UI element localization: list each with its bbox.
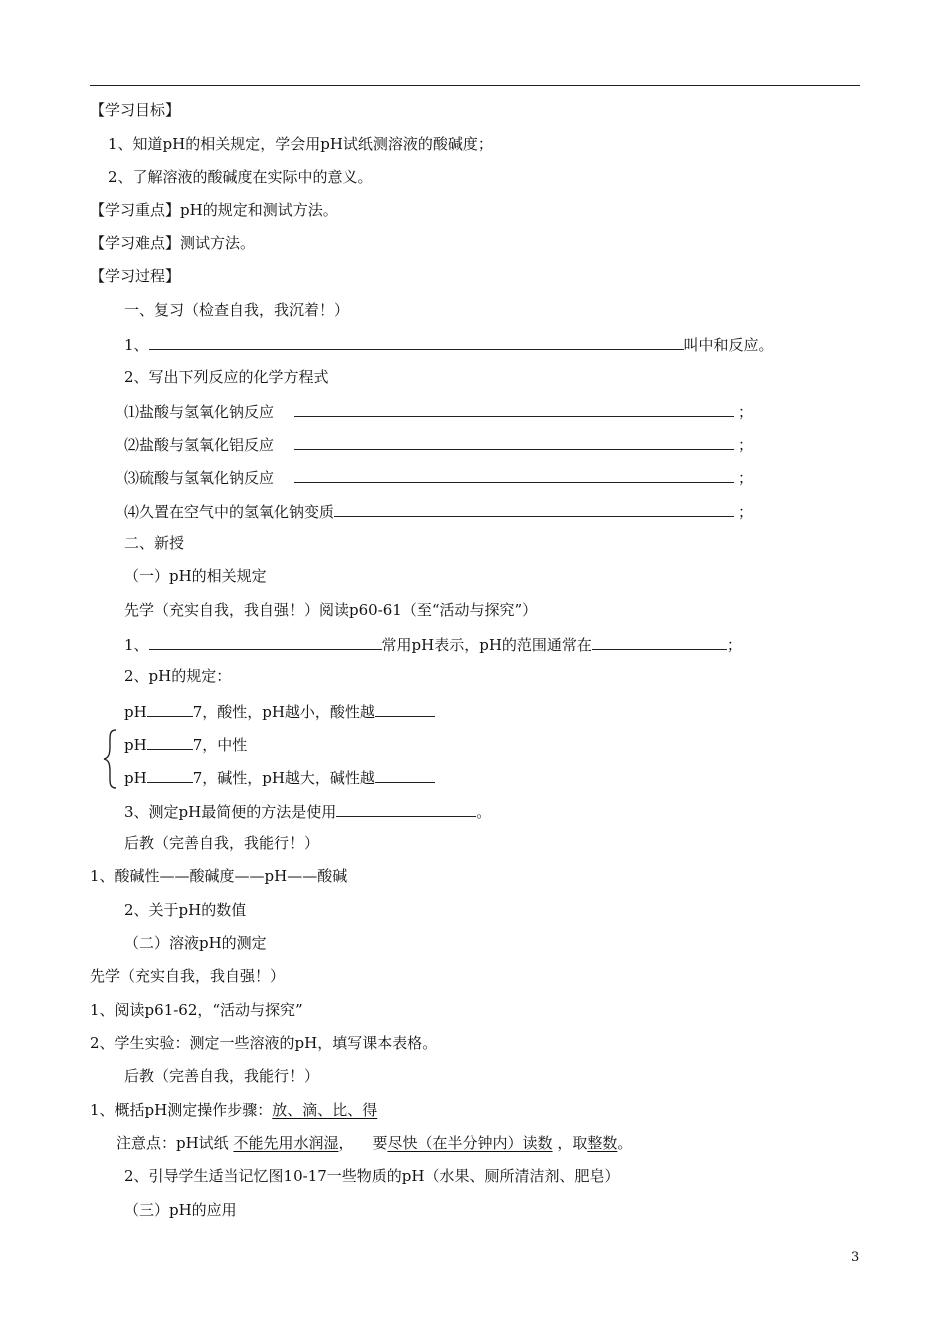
note-line [116, 1133, 632, 1153]
answer-blank[interactable] [592, 633, 727, 650]
objective-item-2: 2、了解溶液的酸碱度在实际中的意义。 [108, 168, 373, 186]
answer-blank[interactable] [294, 433, 734, 450]
process-heading: 【学习过程】 [90, 267, 181, 285]
ph-rule-basic-text: 7，碱性，pH越大，碱性越 [192, 769, 375, 787]
reaction-2 [124, 433, 753, 455]
newlesson-q3 [124, 800, 491, 822]
poststudy-1: 后教（完善自我，我能行！） [124, 834, 320, 852]
ph-label: pH [124, 769, 147, 787]
answer-blank[interactable] [147, 766, 193, 783]
answer-blank[interactable] [336, 800, 476, 817]
prestudy-2-item-1: 1、阅读p61-62，“活动与探究” [90, 1001, 303, 1019]
reaction-4 [124, 500, 753, 522]
reaction-4-label: ⑷久置在空气中的氢氧化钠变质 [124, 503, 335, 521]
keypoint-label: 【学习重点】 [90, 201, 181, 219]
ph-rule-acidic [124, 700, 435, 722]
poststudy-2-item-2: 2、引导学生适当记忆图10-17一些物质的pH（水果、厕所清洁剂、肥皂） [124, 1167, 620, 1185]
note-mid: ，取 [552, 1134, 588, 1152]
newlesson-q3-end: 。 [476, 803, 492, 821]
reaction-3-label: ⑶硫酸与氢氧化钠反应 [124, 469, 275, 487]
objectives-heading: 【学习目标】 [90, 101, 181, 119]
answer-blank[interactable] [375, 700, 435, 717]
reaction-1-label: ⑴盐酸与氢氧化钠反应 [124, 403, 275, 421]
newlesson-title: 二、新授 [124, 534, 185, 552]
difficulty-text: 测试方法。 [180, 234, 256, 252]
ph-rule-basic [124, 766, 435, 788]
ph-rule-neutral [124, 733, 247, 755]
review-q1 [124, 333, 774, 355]
header-rule [90, 85, 860, 86]
answer-blank[interactable] [375, 766, 435, 783]
keypoint-line [90, 200, 338, 220]
semicolon: ； [738, 436, 754, 454]
review-title: 一、复习（检查自我，我沉着！） [124, 301, 350, 319]
newlesson-q1 [124, 633, 742, 655]
curly-brace-icon [100, 728, 120, 790]
answer-blank[interactable] [149, 333, 684, 350]
semicolon: ； [738, 469, 754, 487]
poststudy-2-item-1 [90, 1100, 377, 1120]
answer-blank[interactable] [147, 733, 193, 750]
newlesson-q3-prefix: 3、测定pH最简便的方法是使用 [124, 803, 337, 821]
difficulty-label: 【学习难点】 [90, 234, 181, 252]
section-3-title: （三）pH的应用 [124, 1201, 237, 1219]
reaction-3 [124, 466, 753, 488]
difficulty-line [90, 233, 255, 253]
review-q1-suffix: 叫中和反应。 [683, 336, 774, 354]
newlesson-q2: 2、pH的规定： [124, 667, 232, 685]
newlesson-q1-end: ； [726, 636, 742, 654]
note-label: 注意点：pH试纸 [116, 1134, 234, 1152]
review-q1-prefix: 1、 [124, 336, 149, 354]
prestudy-2-item-2: 2、学生实验：测定一些溶液的pH，填写课本表格。 [90, 1034, 438, 1052]
note-separator: ， 要 [338, 1134, 388, 1152]
semicolon: ； [738, 403, 754, 421]
page-number: 3 [851, 1250, 860, 1265]
poststudy-1-item-1: 1、酸碱性——酸碱度——pH——酸碱 [90, 867, 348, 885]
semicolon: ； [738, 503, 754, 521]
objective-item-1: 1、知道pH的相关规定，学会用pH试纸测溶液的酸碱度； [108, 135, 493, 153]
ph-label: pH [124, 736, 147, 754]
section-2-title: （二）溶液pH的测定 [124, 934, 267, 952]
answer-blank[interactable] [294, 400, 734, 417]
note-end: 。 [617, 1134, 633, 1152]
ph-rule-neutral-text: 7，中性 [192, 736, 248, 754]
poststudy-2: 后教（完善自我，我能行！） [124, 1067, 320, 1085]
review-q2: 2、写出下列反应的化学方程式 [124, 368, 329, 386]
note-read-quickly: 尽快（在半分钟内）读数 [387, 1134, 553, 1152]
newlesson-q1-prefix: 1、 [124, 636, 149, 654]
ph-rule-acidic-text: 7，酸性，pH越小，酸性越 [192, 703, 375, 721]
answer-blank[interactable] [334, 500, 734, 517]
ph-label: pH [124, 703, 147, 721]
keypoint-text: pH的规定和测试方法。 [180, 201, 338, 219]
steps-text: 放、滴、比、得 [272, 1101, 378, 1119]
prestudy-2: 先学（充实自我，我自强！） [90, 967, 286, 985]
answer-blank[interactable] [147, 700, 193, 717]
section-1-title: （一）pH的相关规定 [124, 567, 267, 585]
poststudy-1-item-2: 2、关于pH的数值 [124, 901, 247, 919]
answer-blank[interactable] [149, 633, 382, 650]
newlesson-q1-mid: 常用pH表示，pH的范围通常在 [381, 636, 592, 654]
note-integer: 整数 [587, 1134, 618, 1152]
note-no-wetting: 不能先用水润湿 [233, 1134, 339, 1152]
reaction-1 [124, 400, 753, 422]
answer-blank[interactable] [294, 466, 734, 483]
prestudy-1: 先学（充实自我，我自强！）阅读p60-61（至“活动与探究”） [124, 601, 538, 619]
steps-label: 1、概括pH测定操作步骤： [90, 1101, 273, 1119]
reaction-2-label: ⑵盐酸与氢氧化铝反应 [124, 436, 275, 454]
